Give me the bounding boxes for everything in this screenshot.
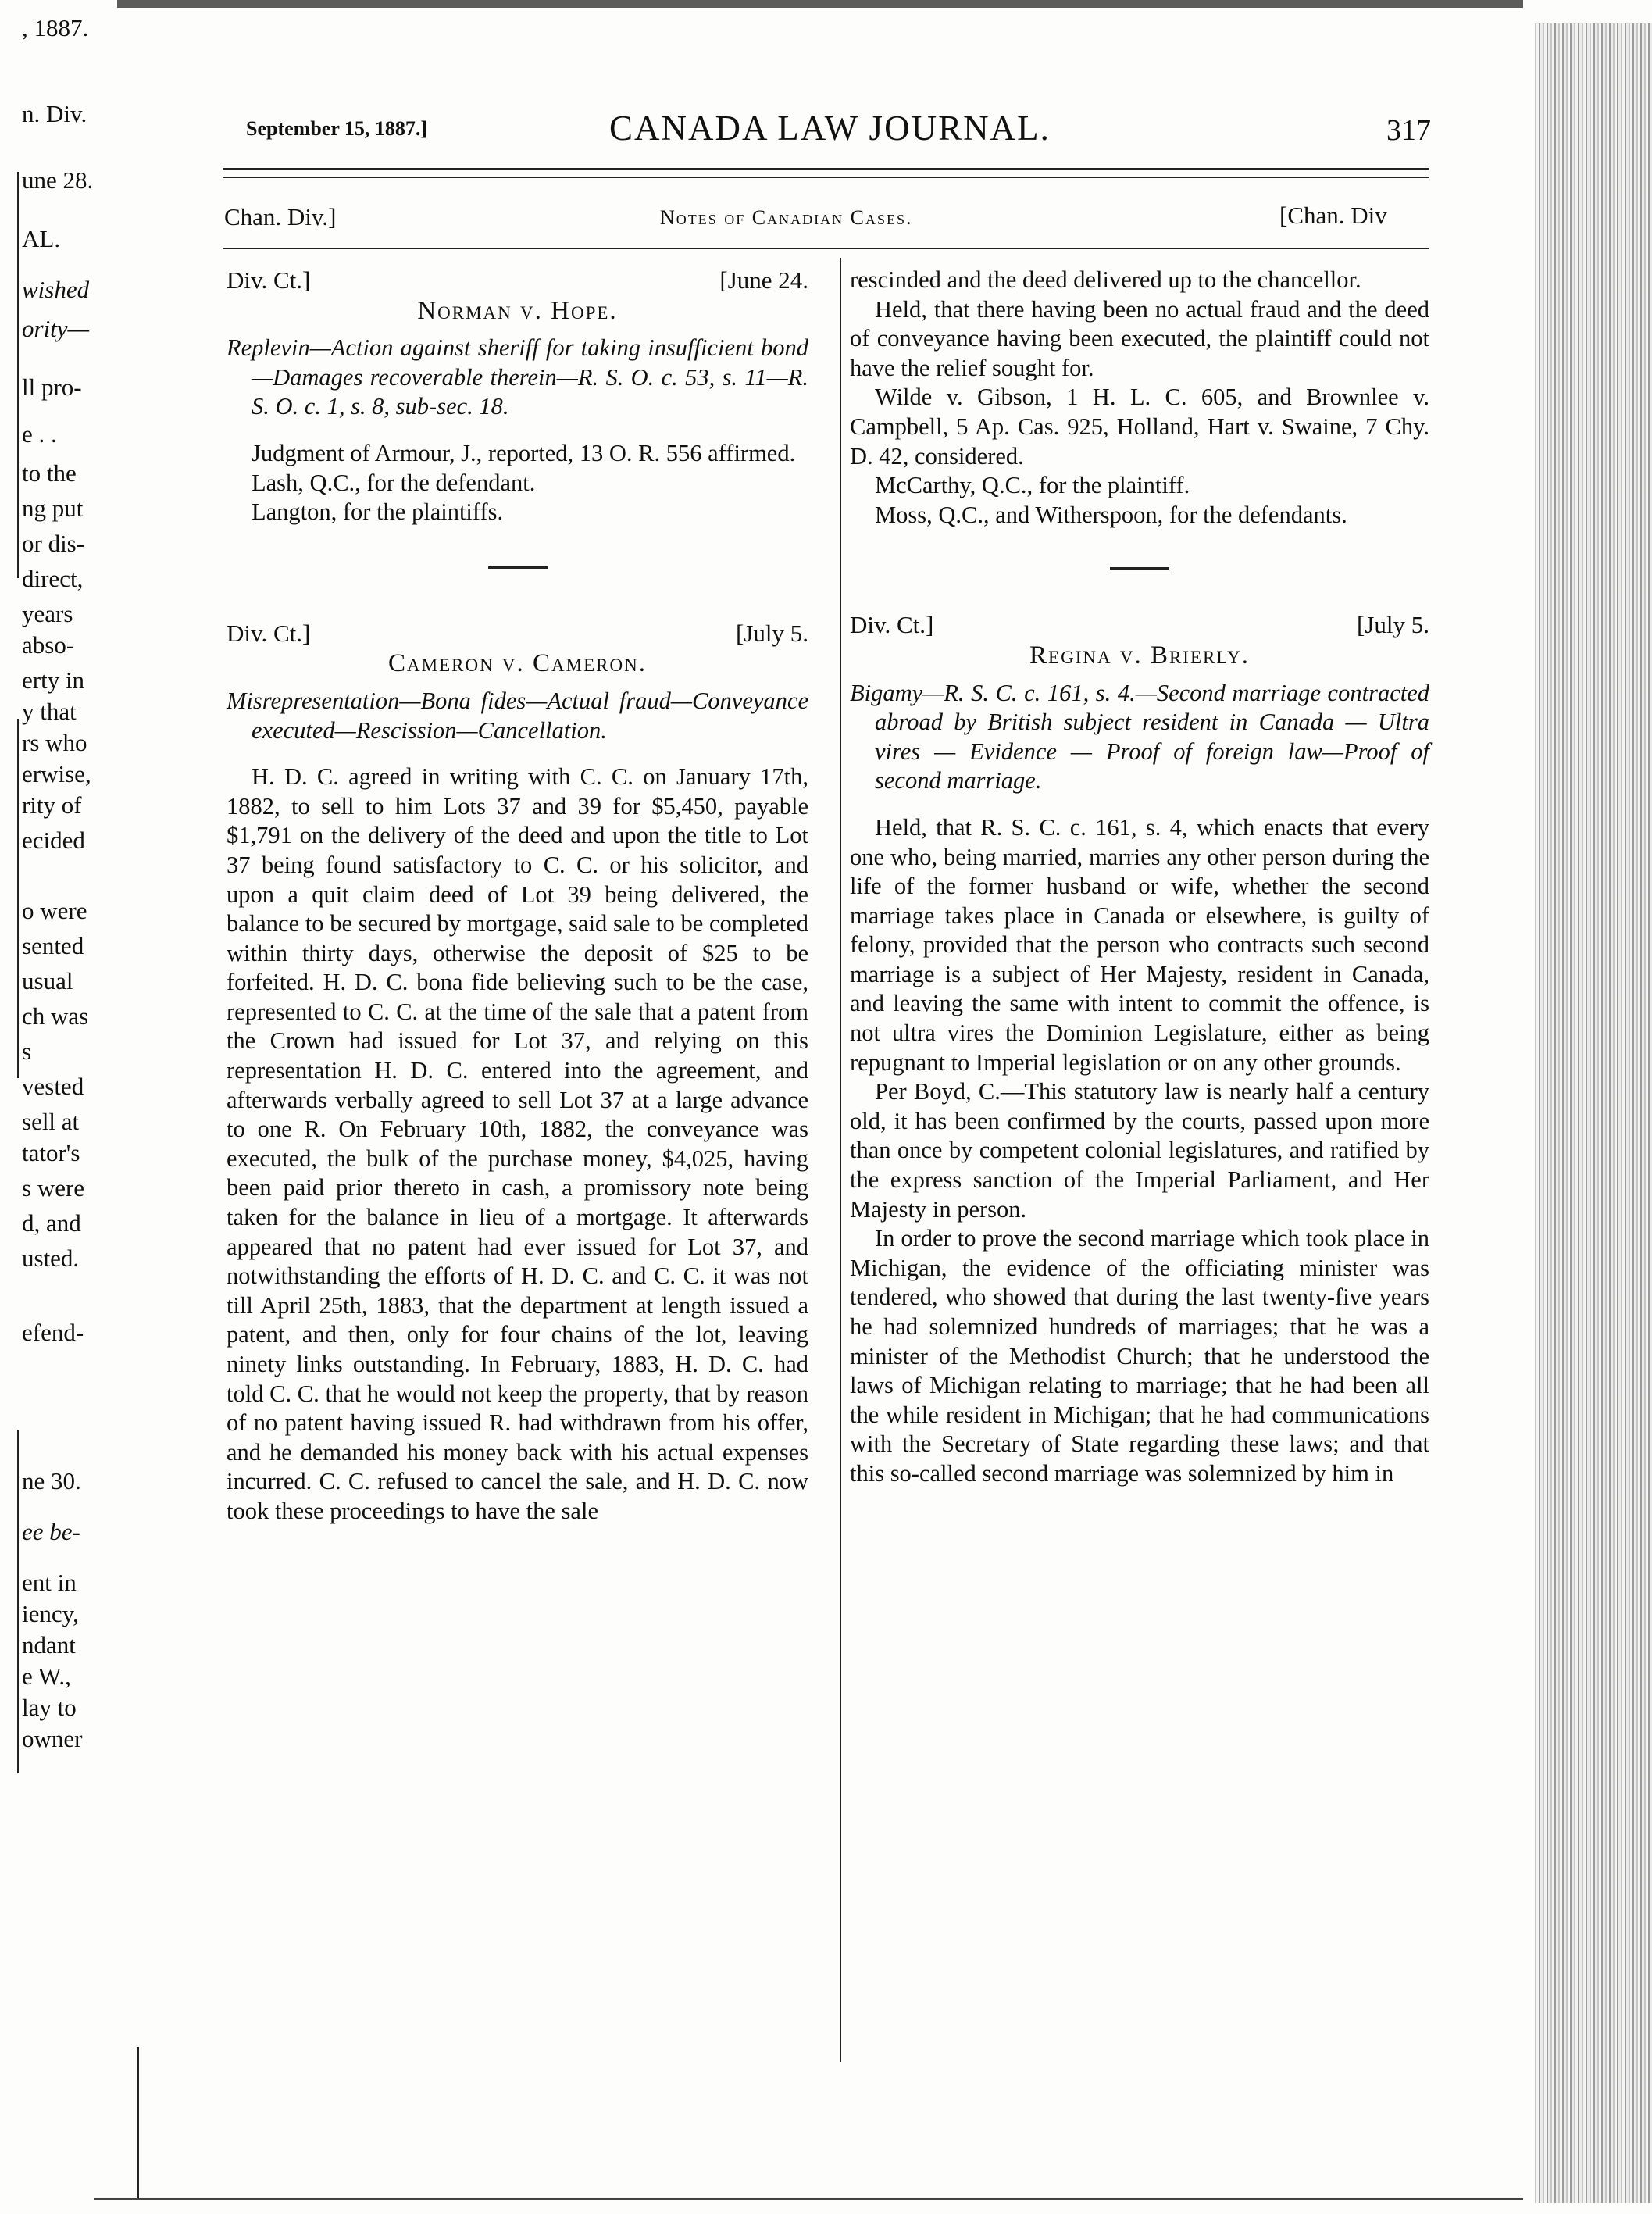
margin-fragment: lay to xyxy=(22,1694,77,1721)
court-label: Div. Ct.] xyxy=(850,611,934,639)
margin-fragment: efend- xyxy=(22,1319,84,1346)
margin-fragment: usted. xyxy=(22,1244,80,1272)
margin-fragment: years xyxy=(22,600,73,627)
margin-fragment: s were xyxy=(22,1174,85,1202)
margin-fragment: wished xyxy=(22,276,90,303)
paragraph: Judgment of Armour, J., reported, 13 O. R. 556 affirmed. xyxy=(252,439,796,466)
court-date-row xyxy=(850,610,1429,640)
margin-fragment: erwise, xyxy=(22,760,91,787)
margin-fragment: y that xyxy=(22,698,77,725)
margin-fragment: une 28. xyxy=(22,166,94,194)
margin-fragment: AL. xyxy=(22,225,61,252)
margin-fragment: ne 30. xyxy=(22,1467,81,1494)
case-separator xyxy=(488,566,548,569)
margin-fragment: d, and xyxy=(22,1209,81,1237)
counsel-line: McCarthy, Q.C., for the plaintiff. xyxy=(875,472,1190,499)
margin-fragment: ority— xyxy=(22,315,90,342)
subheader-rule xyxy=(223,248,1429,249)
paragraph: H. D. C. agreed in writing with C. C. on January 17th, 1882, to sell to him Lots 37 and 39 for $5,450, payable $1,791 on the delivery of the deed and upon the title to Lot 37 being found satisfactory to C. C. or his solicitor, and upon a quit claim deed of Lot 39 being delivered, the balance to be secured by mortgage, said sale to be completed within thirty days, otherwise the deposit of $25 to be forfeited. H. D. C. bona fide believing such to be the case, represented to C. C. at the time of the sale that a patent from the Crown had issued for Lot 37, and relying on this representation H. D. C. entered into the agreement, and afterwards verbally agreed to sell Lot 37 at a large advance to one R. On February 10th, 1882, the conveyance was executed, the bulk of the purchase money, $4,025, having been paid prior thereto in cash, a promissory note being taken for the balance in lieu of a mortgage. It afterwards appeared that no patent had ever issued for Lot 37, and notwithstanding the efforts of H. D. C. and C. C. it was not till April 25th, 1883, that the department at length issued a patent, and then, only for four chains of the lot, leaving ninety links outstanding. In February, 1883, H. D. C. had told C. C. that he would not keep the property, that by reason of no patent having issued R. had withdrawn from his offer, and he demanded his money back with his actual expenses incurred. C. C. refused to cancel the sale, and H. D. C. now took these proceedings to have the sale xyxy=(227,763,808,1524)
scan-bottom-edge xyxy=(94,2198,1523,2200)
headnote: Bigamy—R. S. C. c. 161, s. 4.—Second marriage contracted abroad by British subject resident in Canada — Ultra vires — Evidence — Proof of foreign law—Proof of second marriage. xyxy=(850,679,1429,795)
counsel-line: Lash, Q.C., for the defendant. xyxy=(252,469,536,496)
margin-fragment: direct, xyxy=(22,565,84,592)
case-regina-v-brierly xyxy=(850,610,1429,1488)
holding: Held, that R. S. C. c. 161, s. 4, which enacts that every one who, being married, marries any other person during the life of the former husband or wife, whether the second marriage takes place in Canada or elsewhere, is guilty of felony, provided that the person who contracts such second marriage is a subject of Her Majesty, resident in Canada, and leaving the same with intent to commit the offence, is not ultra vires the Dominion Legislature, either as being repugnant to Imperial legislation or on any other grounds. xyxy=(850,813,1429,1076)
cameron-continuation xyxy=(850,266,1429,530)
court-date-row xyxy=(227,619,808,648)
scan-binding-gutter xyxy=(1535,23,1652,2203)
paragraph: rescinded and the deed delivered up to the chancellor. xyxy=(850,266,1361,293)
scan-top-edge xyxy=(117,0,1523,8)
case-date: [June 24. xyxy=(719,266,808,294)
journal-title: CANADA LAW JOURNAL. xyxy=(609,109,1051,148)
paragraph: In order to prove the second marriage which took place in Michigan, the evidence of the officiating minister was tendered, who showed that during the last twenty-five years he had solemnized hundreds of marriages; that he was a minister of the Methodist Church; that he understood the laws of Michigan relating to marriage; that he had been all the while resident in Michigan; that he had communications with the Secretary of State regarding these laws; and that this so-called second marriage was solemnized by him in xyxy=(850,1225,1429,1487)
case-date: [July 5. xyxy=(1357,611,1429,639)
margin-fragment: iency, xyxy=(22,1600,79,1627)
right-column xyxy=(850,266,1429,1489)
case-title: Regina v. Brierly. xyxy=(1029,641,1250,670)
margin-fragment: rs who xyxy=(22,729,87,756)
margin-bracket-line xyxy=(17,172,19,578)
running-head-date: September 15, 1887.] xyxy=(246,117,428,140)
header-rule-thin xyxy=(223,177,1429,178)
margin-fragment: e . . xyxy=(22,420,57,448)
margin-fragment: e W., xyxy=(22,1662,71,1690)
margin-fragment: erty in xyxy=(22,666,85,694)
case-title: Norman v. Hope. xyxy=(417,296,618,325)
margin-fragment: s xyxy=(22,1037,32,1065)
margin-fragment: sell at xyxy=(22,1108,80,1135)
margin-fragment: abso- xyxy=(22,631,75,659)
case-norman-v-hope xyxy=(227,266,808,527)
case-date: [July 5. xyxy=(736,619,808,647)
margin-fragment: ecided xyxy=(22,827,85,854)
margin-fragment: to the xyxy=(22,459,77,487)
margin-bracket-line xyxy=(17,719,19,1078)
holding: Held, that there having been no actual fraud and the deed of conveyance having been executed, the plaintiff could not have the relief sought for. xyxy=(850,295,1429,381)
margin-fragment: sented xyxy=(22,932,84,959)
citations: Wilde v. Gibson, 1 H. L. C. 605, and Brownlee v. Campbell, 5 Ap. Cas. 925, Holland, Hart v. Swaine, 7 Chy. D. 42, considered. xyxy=(850,384,1429,470)
headnote: Misrepresentation—Bona fides—Actual fraud—Conveyance executed—Rescission—Cancellation. xyxy=(227,687,808,744)
case-title: Cameron v. Cameron. xyxy=(388,649,647,678)
margin-fragment: , 1887. xyxy=(22,14,89,41)
section-label-left: Chan. Div.] xyxy=(224,203,337,230)
margin-fragment: ng put xyxy=(22,495,84,522)
court-label: Div. Ct.] xyxy=(227,266,311,294)
court-date-row xyxy=(227,266,808,295)
header-rule-thick xyxy=(223,168,1429,170)
margin-fragment: vested xyxy=(22,1073,84,1100)
judgment-excerpt: Per Boyd, C.—This statutory law is nearly half a century old, it has been confirmed by the courts, passed upon more than once by competent colonial legislatures, and ratified by the express sanction of the Imperial Parliament, and Her Majesty in person. xyxy=(850,1078,1429,1223)
court-label: Div. Ct.] xyxy=(227,619,311,647)
margin-fragment: tator's xyxy=(22,1139,80,1166)
headnote: Replevin—Action against sheriff for taking insufficient bond—Damages recoverable therein—R. S. O. c. 53, s. 11—R. S. O. c. 1, s. 8, sub-sec. 18. xyxy=(227,334,808,420)
margin-fragment: o were xyxy=(22,897,87,924)
counsel-line: Langton, for the plaintiffs. xyxy=(252,498,504,526)
section-label-right: [Chan. Div xyxy=(1279,202,1387,229)
margin-fragment: ndant xyxy=(22,1631,76,1659)
page-number: 317 xyxy=(1386,114,1431,147)
margin-fragment: rity of xyxy=(22,791,82,819)
column-divider xyxy=(840,258,841,2062)
counsel-line: Moss, Q.C., and Witherspoon, for the defendants. xyxy=(875,501,1347,528)
margin-fragment: ll pro- xyxy=(22,373,82,401)
margin-bracket-line xyxy=(17,1430,19,1773)
section-label-center: Notes of Canadian Cases. xyxy=(660,206,913,229)
margin-fragment: ch was xyxy=(22,1002,89,1030)
margin-fragment: ent in xyxy=(22,1569,77,1596)
case-separator xyxy=(1110,567,1169,570)
margin-fragment: usual xyxy=(22,967,73,995)
margin-fragment: ee be- xyxy=(22,1518,80,1545)
scan-bottom-mark xyxy=(137,2047,139,2199)
left-column xyxy=(227,266,808,1527)
margin-fragment: owner xyxy=(22,1725,83,1752)
margin-fragment: or dis- xyxy=(22,530,85,557)
margin-fragment: n. Div. xyxy=(22,100,87,127)
case-cameron-v-cameron xyxy=(227,619,808,1527)
